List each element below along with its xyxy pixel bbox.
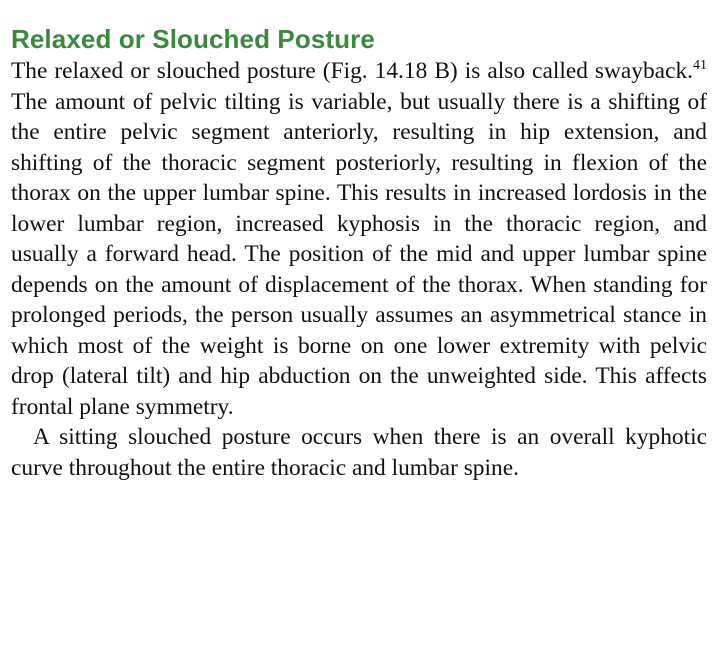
paragraph-sitting-slouched: A sitting slouched posture occurs when there is an overall kyphotic curve throughout the entire thoracic and lumbar spine. [11,424,707,481]
paragraph-swayback [11,56,707,422]
paragraph-text-rest: The amount of pelvic tilting is variable, but usually there is a shifting of the entire pelvic segment anteriorly, resulting in hip extension, and shifting of the thoracic segment posteriorly, resulting in flexion of the thorax on the upper lumbar spine. This results in increased lordosis in the lower lumbar region, increased kyphosis in the thoracic region, and usually a forward head. The position of the mid and upper lumbar spine depends on the amount of displacement of the thorax. When standing for prolonged periods, the person usually assumes an asymmetrical stance in which most of the weight is borne on one lower extremity with pelvic drop (lateral tilt) and hip abduction on the unweighted side. This affects frontal plane symmetry. [11,88,707,420]
text-page [11,22,707,483]
paragraph-text-start: The relaxed or slouched posture (Fig. 14.18 B) is also called swayback. [11,58,693,84]
reference-number: 41 [693,58,707,74]
section-heading: Relaxed or Slouched Posture [11,24,375,54]
